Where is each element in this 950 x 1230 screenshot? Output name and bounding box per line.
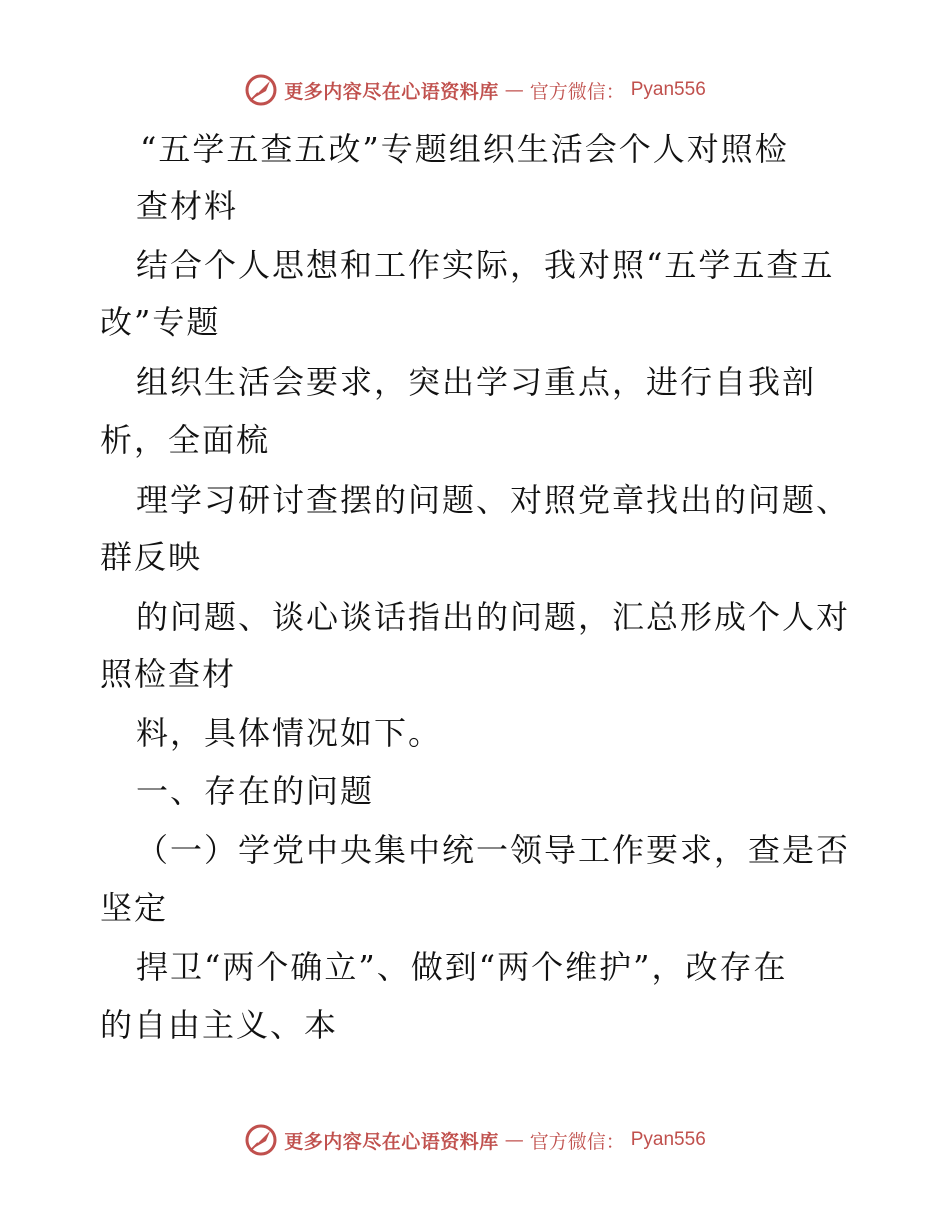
document-title-line-1: “五学五查五改”专题组织生活会个人对照检	[140, 130, 789, 168]
paragraph-line: 的问题、谈心谈话指出的问题，汇总形成个人对	[136, 598, 851, 636]
subsection-heading-line: 坚定	[100, 889, 169, 927]
watermark-label: 官方微信：	[529, 1130, 625, 1153]
paragraph-line: 组织生活会要求，突出学习重点，进行自我剖	[136, 363, 817, 401]
watermark-wechat-id: Pyan556	[630, 79, 706, 100]
paragraph-line: 的自由主义、本	[100, 1006, 339, 1044]
watermark-header	[0, 70, 950, 110]
watermark-dash: —	[504, 79, 524, 101]
subsection-heading-line: （一）学党中央集中统一领导工作要求，查是否	[136, 831, 851, 869]
quill-logo-icon	[244, 73, 278, 107]
paragraph-line: 料，具体情况如下。	[136, 714, 443, 752]
paragraph-line: 群反映	[100, 538, 203, 576]
section-heading: 一、存在的问题	[136, 772, 375, 810]
watermark-footer	[0, 1120, 950, 1160]
watermark-site-name: 更多内容尽在心语资料库	[284, 80, 499, 103]
watermark-site-name: 更多内容尽在心语资料库	[284, 1130, 499, 1153]
paragraph-line: 捍卫“两个确立”、做到“两个维护”，改存在	[136, 948, 788, 986]
paragraph-line: 结合个人思想和工作实际，我对照“五学五查五	[136, 246, 835, 284]
quill-logo-icon	[244, 1123, 278, 1157]
document-title-line-2: 查材料	[136, 187, 239, 225]
paragraph-line: 析，全面梳	[100, 421, 271, 459]
watermark-dash: —	[504, 1129, 524, 1151]
paragraph-line: 照检查材	[100, 655, 237, 693]
watermark-label: 官方微信：	[529, 80, 625, 103]
paragraph-line: 改”专题	[100, 303, 221, 341]
watermark-wechat-id: Pyan556	[630, 1129, 706, 1150]
paragraph-line: 理学习研讨查摆的问题、对照党章找出的问题、	[136, 481, 851, 519]
